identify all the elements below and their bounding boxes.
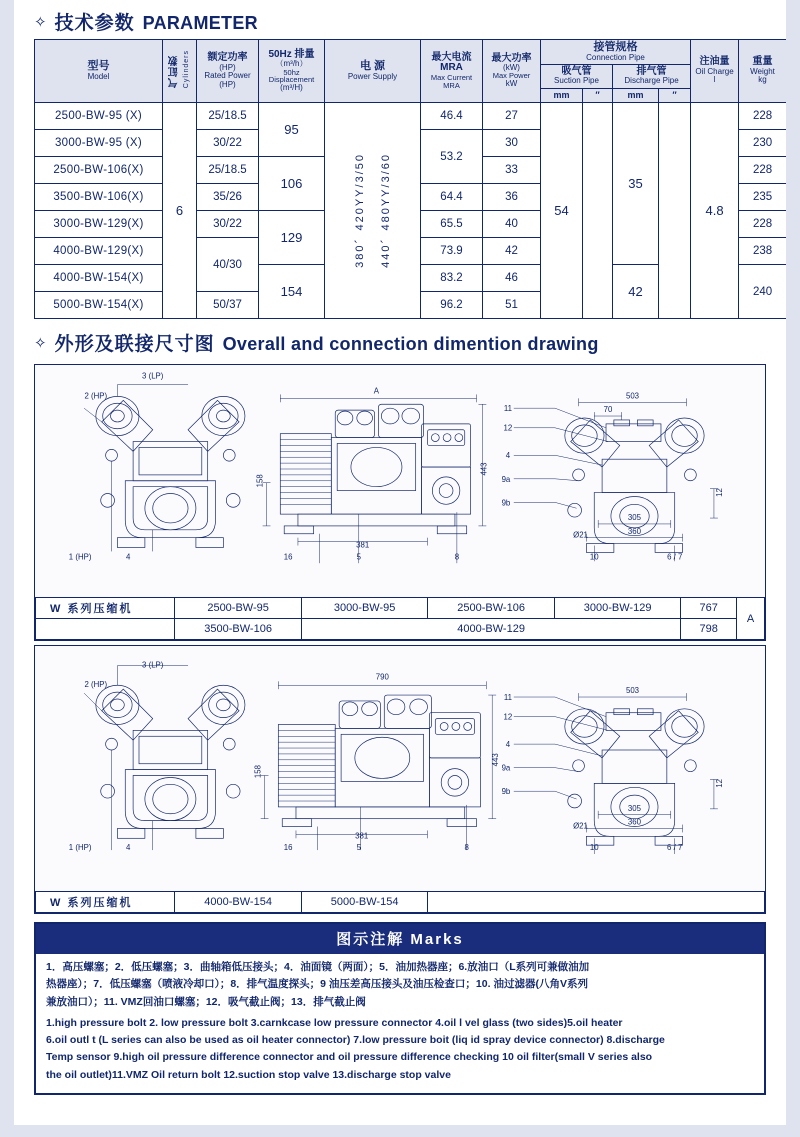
th-weight-unit: kg <box>758 75 767 85</box>
cell-weight: 228 <box>739 103 787 130</box>
dim-d21: Ø21 <box>573 530 588 540</box>
cell-suction-mm: 54 <box>541 103 583 319</box>
th-power-cn: 额定功率 <box>207 52 248 64</box>
cell-disp: 154 <box>259 265 325 319</box>
th-model <box>35 40 163 103</box>
th-cylinders-cn: 气缸数 <box>168 55 180 89</box>
drawing-area-2 <box>35 646 765 891</box>
marks-en-line-2: 6.oil outl t (L series can also be used as oil heater connector) 7.low pressure boit (liq id spray device connector) 8.discharge <box>46 1034 665 1047</box>
legend-model: 4000-BW-154 <box>175 892 302 913</box>
th-discharge-cn: 排气管 <box>636 65 667 77</box>
legend-value: 767 <box>681 598 737 619</box>
cell-mra: 46.4 <box>421 103 483 130</box>
th-power-unit: (HP) <box>219 62 236 72</box>
cell-kw: 27 <box>483 103 541 130</box>
cell-weight: 240 <box>739 265 787 319</box>
compressor-drawing-front-side-2 <box>35 646 765 886</box>
cell-weight: 238 <box>739 238 787 265</box>
parameter-table <box>34 39 787 319</box>
callout-2hp: 2 (HP) <box>84 680 108 690</box>
marks-cn-line-2: 热器座）；7．低压螺塞（喷液冷却口）；8．排气温度探头；9 油压差高压接头及油压检查口；10. 油过滤器(八角V系列 <box>46 978 588 991</box>
th-model-en: Model <box>87 71 110 81</box>
th-cylinders-en: Cylinders <box>182 50 190 89</box>
th-model-cn: 型号 <box>87 60 110 73</box>
th-max-current <box>421 40 483 103</box>
cell-model: 4000-BW-129(X) <box>35 238 163 265</box>
cell-weight: 230 <box>739 130 787 157</box>
th-supply-cn: 电 源 <box>359 60 386 73</box>
th-suction-pipe <box>541 64 613 88</box>
legend-model: 3000-BW-129 <box>554 598 681 619</box>
callout-67: 6 / 7 <box>667 552 683 562</box>
legend-row <box>36 892 765 913</box>
cell-model: 2500-BW-106(X) <box>35 157 163 184</box>
callout-2hp: 2 (HP) <box>84 391 108 401</box>
cell-kw: 51 <box>483 292 541 319</box>
section-title-cn: 外形及联接尺寸图 <box>54 334 215 356</box>
legend-model: 4000-BW-129 <box>301 619 681 640</box>
cell-cylinders: 6 <box>163 103 197 319</box>
cell-mra: 73.9 <box>421 238 483 265</box>
th-suction-cn: 吸气管 <box>561 65 592 77</box>
page-band-left <box>0 0 14 1137</box>
th-maxkw-cn: 最大功率 <box>491 52 532 64</box>
callout-5: 5 <box>356 843 361 853</box>
parameter-table-wrap <box>20 39 780 319</box>
th-supply-en: Power Supply <box>347 71 398 81</box>
cell-mra: 65.5 <box>421 211 483 238</box>
th-mra-en: Max Current MRA <box>430 72 473 90</box>
cell-weight: 235 <box>739 184 787 211</box>
marks-cn-line-1: 1．高压螺塞；2．低压螺塞；3．曲轴箱低压接头；4．油面镜（两面）；5．油加热器座；6.放油口（L系列可兼做油加 <box>46 961 590 974</box>
cell-kw: 46 <box>483 265 541 292</box>
th-power-en-unit: (HP) <box>219 79 236 89</box>
dim-381: 381 <box>355 831 369 841</box>
section-header-drawing <box>20 319 780 360</box>
cell-mra: 96.2 <box>421 292 483 319</box>
legend-model: 3500-BW-106 <box>175 619 302 640</box>
cell-disp: 129 <box>259 211 325 265</box>
th-max-power <box>483 40 541 103</box>
cell-weight: 228 <box>739 157 787 184</box>
th-discharge-inch: ″ <box>659 88 691 102</box>
legend-letter: A <box>737 598 765 640</box>
dim-443: 443 <box>479 462 489 476</box>
th-disp-cn: 50Hz 排量 <box>268 48 315 60</box>
th-suction-mm: mm <box>541 88 583 102</box>
th-maxkw-unit: (kW) <box>503 63 520 73</box>
marks-cn-line-3: 兼放油口）；11. VMZ回油口螺塞；12．吸气截止阀；13．排气截止阀 <box>46 995 366 1008</box>
callout-9b: 9b <box>501 498 511 508</box>
callout-1hp: 1 (HP) <box>68 843 92 853</box>
drawing-area-1 <box>35 365 765 597</box>
callout-12: 12 <box>503 424 513 434</box>
drawing-block-2 <box>34 645 766 914</box>
cell-suction-inch <box>583 103 613 319</box>
th-maxkw-en: Max Power <box>492 71 531 81</box>
drawing-legend-2 <box>35 891 765 913</box>
callout-10: 10 <box>589 843 599 853</box>
legend-model: 2500-BW-95 <box>175 598 302 619</box>
cell-disp: 106 <box>259 157 325 211</box>
dim-12: 12 <box>714 779 724 788</box>
th-rated-power <box>197 40 259 103</box>
dim-790: 790 <box>375 672 389 682</box>
marks-title: 图示注解 Marks <box>36 924 764 954</box>
callout-67: 6 / 7 <box>667 843 683 853</box>
th-discharge-mm: mm <box>613 88 659 102</box>
dim-A: A <box>373 386 380 396</box>
callout-8: 8 <box>454 552 460 562</box>
compressor-drawing-front-side-1 <box>35 365 765 593</box>
ps-value-2: 440、480YY/3/60 <box>379 153 392 269</box>
callout-4: 4 <box>126 843 131 853</box>
callout-4b: 4 <box>505 740 511 750</box>
callout-1hp: 1 (HP) <box>68 552 92 562</box>
dim-305: 305 <box>627 804 641 814</box>
dim-158: 158 <box>255 474 265 488</box>
cell-model: 5000-BW-154(X) <box>35 292 163 319</box>
cell-kw: 42 <box>483 238 541 265</box>
th-pipe-cn: 接管规格 <box>593 41 638 53</box>
th-suction-en: Suction Pipe <box>554 76 599 86</box>
th-cylinders <box>163 40 197 103</box>
dim-305: 305 <box>627 513 642 523</box>
dim-158: 158 <box>253 765 263 779</box>
th-power-en: Rated Power <box>204 71 251 81</box>
marks-en-line-4: the oil outlet)11.VMZ Oil return bolt 12.suction stop valve 13.discharge stop valve <box>46 1068 451 1081</box>
cell-kw: 30 <box>483 130 541 157</box>
th-disp-en: 50hz Displacement <box>268 67 315 85</box>
th-weight-cn: 重量 <box>752 56 773 68</box>
cell-power: 30/22 <box>197 130 259 157</box>
cell-kw: 33 <box>483 157 541 184</box>
callout-11: 11 <box>503 693 512 703</box>
legend-model: 2500-BW-106 <box>428 598 555 619</box>
cell-power: 25/18.5 <box>197 103 259 130</box>
legend-value: 798 <box>681 619 737 640</box>
legend-label: W 系列压缩机 <box>36 892 175 913</box>
section-title-cn: 技术参数 <box>54 13 135 34</box>
th-disp-en-unit: (m³/H) <box>280 83 303 93</box>
th-oil-en: Oil Charge <box>695 66 734 76</box>
cell-model: 2500-BW-95 (X) <box>35 103 163 130</box>
marks-en-line-3: Temp sensor 9.high oil pressure difference connector and oil pressure difference checking 10 oil filter(small V series also <box>46 1051 653 1064</box>
section-title-en: PARAMETER <box>142 13 258 33</box>
cell-discharge-mm-top: 35 <box>613 103 659 265</box>
dim-381: 381 <box>356 540 370 550</box>
dim-360: 360 <box>627 527 642 537</box>
legend-row <box>36 619 765 640</box>
callout-5: 5 <box>356 552 361 562</box>
legend-row <box>36 598 765 619</box>
marks-block <box>34 922 766 1095</box>
cell-model: 3000-BW-129(X) <box>35 211 163 238</box>
dim-443: 443 <box>491 753 501 767</box>
callout-16: 16 <box>283 843 293 853</box>
callout-8: 8 <box>464 843 469 853</box>
cell-mra: 64.4 <box>421 184 483 211</box>
legend-empty <box>428 892 765 913</box>
dim-503: 503 <box>625 391 640 401</box>
th-suction-inch: ″ <box>583 88 613 102</box>
marks-en-line-1: 1.high pressure bolt 2. low pressure bolt 3.carnkcase low pressure connector 4.oil l vel glass (two sides)5.oil heater <box>46 1016 623 1029</box>
callout-10: 10 <box>589 552 599 562</box>
th-discharge-pipe <box>613 64 691 88</box>
cell-model: 3500-BW-106(X) <box>35 184 163 211</box>
cell-power: 50/37 <box>197 292 259 319</box>
callout-3lp: 3 (LP) <box>142 660 164 670</box>
cell-power: 30/22 <box>197 211 259 238</box>
callout-9a: 9a <box>501 763 511 773</box>
cell-oil-charge: 4.8 <box>691 103 739 319</box>
callout-16: 16 <box>283 552 293 562</box>
th-weight <box>739 40 787 103</box>
th-oil-unit: l <box>713 75 716 85</box>
cell-discharge-mm-bottom: 42 <box>613 265 659 319</box>
dim-70: 70 <box>603 405 613 415</box>
th-connection-pipe <box>541 40 691 65</box>
dim-360: 360 <box>627 817 641 827</box>
callout-4: 4 <box>126 552 131 562</box>
ps-value-1: 380、420YY/3/50 <box>353 153 366 269</box>
drawing-legend-1 <box>35 597 765 640</box>
callout-9a: 9a <box>501 475 511 485</box>
cell-power: 25/18.5 <box>197 157 259 184</box>
th-oil-charge <box>691 40 739 103</box>
cell-model: 4000-BW-154(X) <box>35 265 163 292</box>
page-band-right <box>786 0 800 1137</box>
cell-weight: 228 <box>739 211 787 238</box>
dim-d21: Ø21 <box>573 821 588 831</box>
cell-power: 35/26 <box>197 184 259 211</box>
legend-model: 3000-BW-95 <box>301 598 428 619</box>
cell-discharge-inch <box>659 103 691 319</box>
th-mra-cn: 最大电流 MRA <box>431 51 472 74</box>
th-oil-cn: 注油量 <box>699 56 730 68</box>
cell-power-supply <box>325 103 421 319</box>
th-disp-unit: （m³/h） <box>275 59 308 69</box>
cell-mra: 53.2 <box>421 130 483 184</box>
section-header-parameter <box>20 0 780 39</box>
cell-model: 3000-BW-95 (X) <box>35 130 163 157</box>
legend-label-empty <box>36 619 175 640</box>
cell-power: 40/30 <box>197 238 259 292</box>
table-row <box>35 103 787 130</box>
drawing-block-1 <box>34 364 766 641</box>
cell-disp: 95 <box>259 103 325 157</box>
marks-body <box>36 954 764 1093</box>
th-weight-en: Weight <box>750 66 775 76</box>
callout-9b: 9b <box>501 787 511 797</box>
section-title-en: Overall and connection dimention drawing <box>222 334 599 355</box>
callout-3lp: 3 (LP) <box>142 372 164 382</box>
th-discharge-en: Discharge Pipe <box>624 76 679 86</box>
callout-4b: 4 <box>505 451 511 461</box>
th-maxkw-en-unit: kW <box>505 79 518 89</box>
th-displacement <box>259 40 325 103</box>
cell-mra: 83.2 <box>421 265 483 292</box>
diamond-icon: ✧ <box>34 14 47 31</box>
th-pipe-en: Connection Pipe <box>586 52 645 62</box>
dim-12: 12 <box>714 488 724 498</box>
dim-503: 503 <box>625 686 640 696</box>
legend-model: 5000-BW-154 <box>301 892 428 913</box>
cell-kw: 36 <box>483 184 541 211</box>
callout-12: 12 <box>503 712 513 722</box>
diamond-icon: ✧ <box>34 335 47 353</box>
page-band-bottom <box>0 1125 800 1137</box>
cell-kw: 40 <box>483 211 541 238</box>
th-power-supply <box>325 40 421 103</box>
callout-11: 11 <box>503 404 512 414</box>
legend-label: W 系列压缩机 <box>36 598 175 619</box>
